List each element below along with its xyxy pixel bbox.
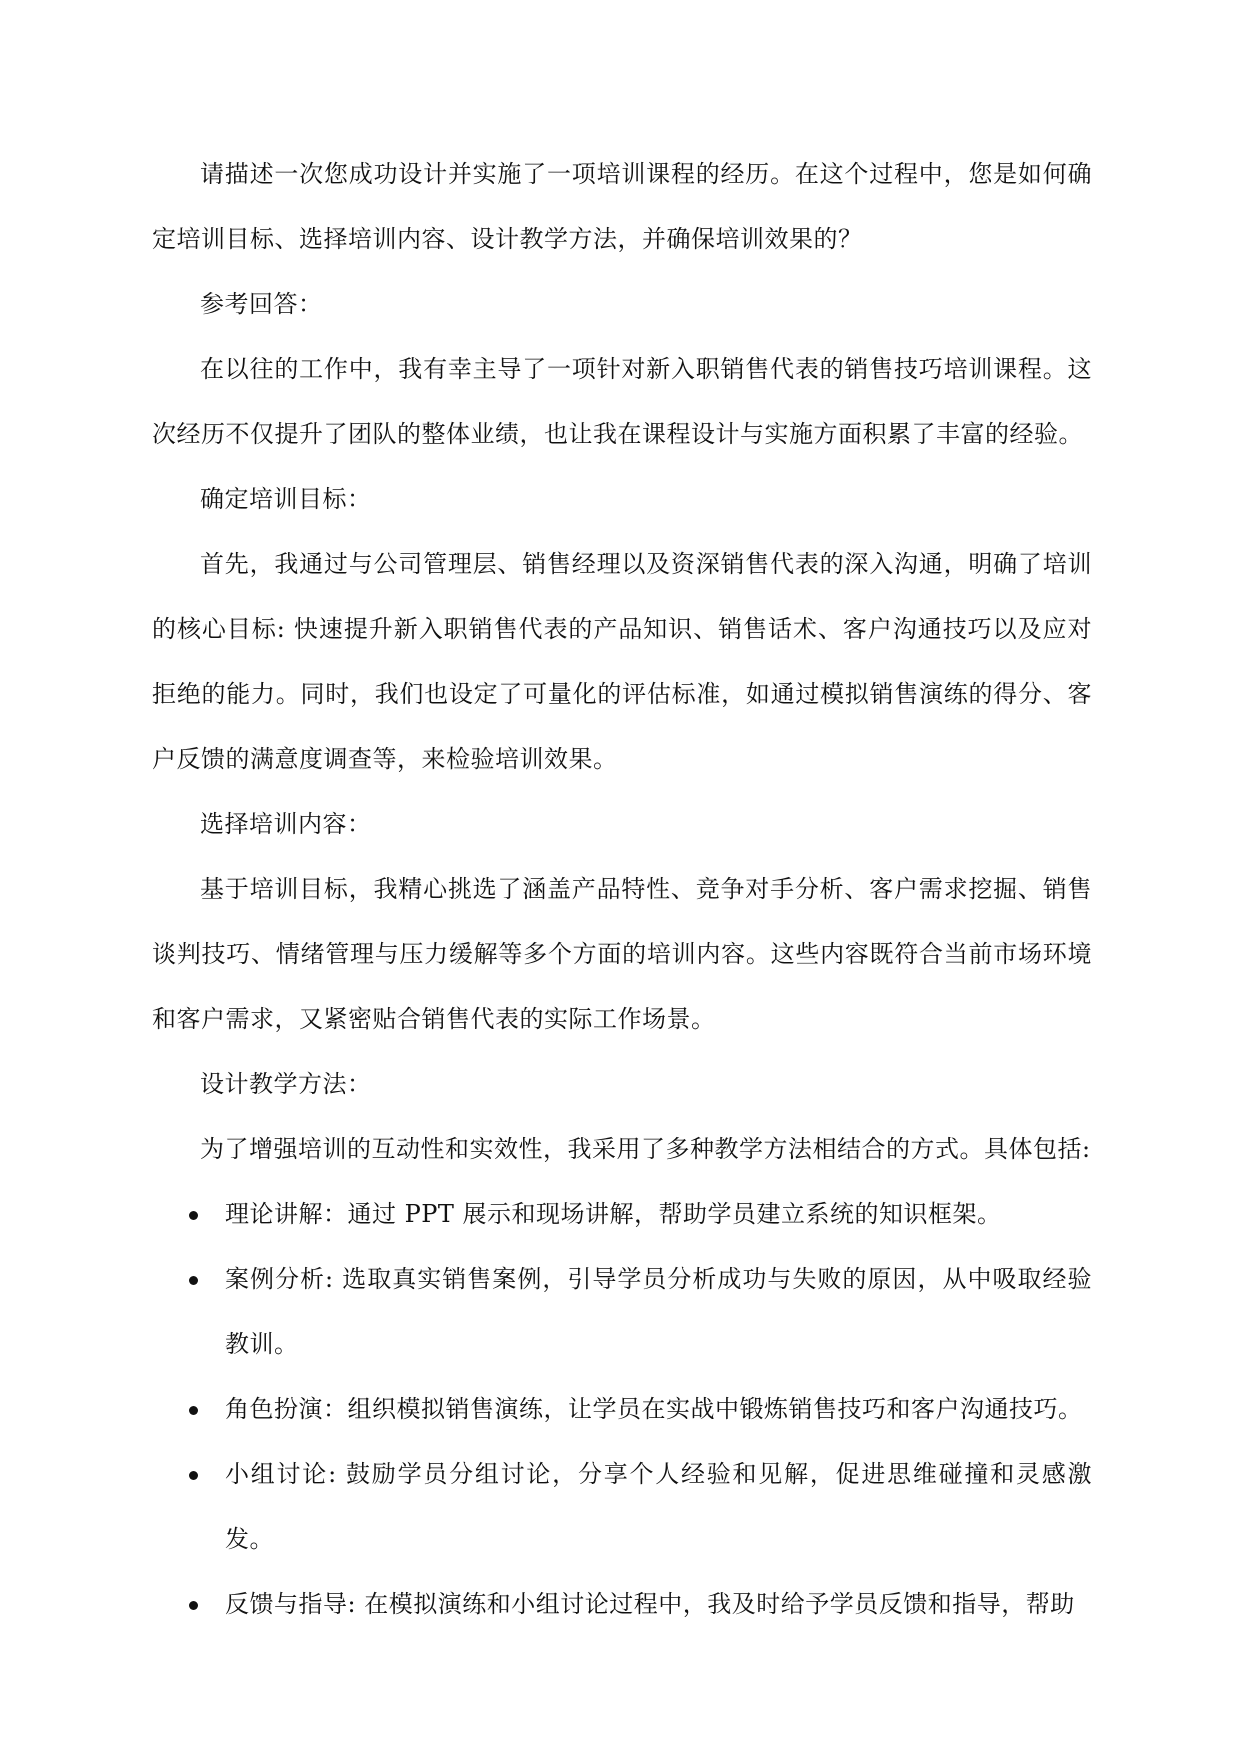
goals-paragraph: 首先，我通过与公司管理层、销售经理以及资深销售代表的深入沟通，明确了培训的核心目标: 快速提升新入职销售代表的产品知识、销售话术、客户沟通技巧以及应对拒绝的能力。同时，我们也设定了可量化的评估标准，如通过模拟销售演练的得分、客户反馈的满意度调查等，来检验培训效果。 <box>152 550 1092 773</box>
list-item <box>152 1182 1092 1247</box>
section-heading-methods: 设计教学方法： <box>200 1070 372 1098</box>
methods-paragraph: 为了增强培训的互动性和实效性，我采用了多种教学方法相结合的方式。具体包括: <box>200 1135 1091 1163</box>
methods-list <box>152 1182 1092 1637</box>
section-heading-goals: 确定培训目标： <box>200 485 372 513</box>
list-item-text: 案例分析: 选取真实销售案例，引导学员分析成功与失败的原因，从中吸取经验教训。 <box>225 1265 1092 1358</box>
question-paragraph: 请描述一次您成功设计并实施了一项培训课程的经历。在这个过程中，您是如何确定培训目标、选择培训内容、设计教学方法，并确保培训效果的？ <box>152 160 1092 253</box>
intro-paragraph: 在以往的工作中，我有幸主导了一项针对新入职销售代表的销售技巧培训课程。这次经历不仅提升了团队的整体业绩，也让我在课程设计与实施方面积累了丰富的经验。 <box>152 355 1092 448</box>
answer-heading: 参考回答： <box>200 290 323 318</box>
content-paragraph: 基于培训目标，我精心挑选了涵盖产品特性、竞争对手分析、客户需求挖掘、销售谈判技巧、情绪管理与压力缓解等多个方面的培训内容。这些内容既符合当前市场环境和客户需求，又紧密贴合销售代表的实际工作场景。 <box>152 875 1092 1033</box>
bullet-icon <box>189 1406 198 1415</box>
section-heading-content: 选择培训内容： <box>200 810 372 838</box>
list-item-text: 理论讲解：通过 PPT 展示和现场讲解，帮助学员建立系统的知识框架。 <box>225 1200 1002 1228</box>
bullet-icon <box>189 1471 198 1480</box>
list-item <box>152 1442 1092 1572</box>
list-item-text: 小组讨论: 鼓励学员分组讨论，分享个人经验和见解，促进思维碰撞和灵感激发。 <box>225 1460 1092 1553</box>
list-item-text: 角色扮演：组织模拟销售演练，让学员在实战中锻炼销售技巧和客户沟通技巧。 <box>225 1395 1083 1423</box>
list-item <box>152 1377 1092 1442</box>
document-body <box>152 142 1092 1637</box>
list-item-text: 反馈与指导: 在模拟演练和小组讨论过程中，我及时给予学员反馈和指导，帮助 <box>225 1590 1075 1618</box>
bullet-icon <box>189 1601 198 1610</box>
bullet-icon <box>189 1211 198 1220</box>
list-item <box>152 1572 1092 1637</box>
bullet-icon <box>189 1276 198 1285</box>
list-item <box>152 1247 1092 1377</box>
